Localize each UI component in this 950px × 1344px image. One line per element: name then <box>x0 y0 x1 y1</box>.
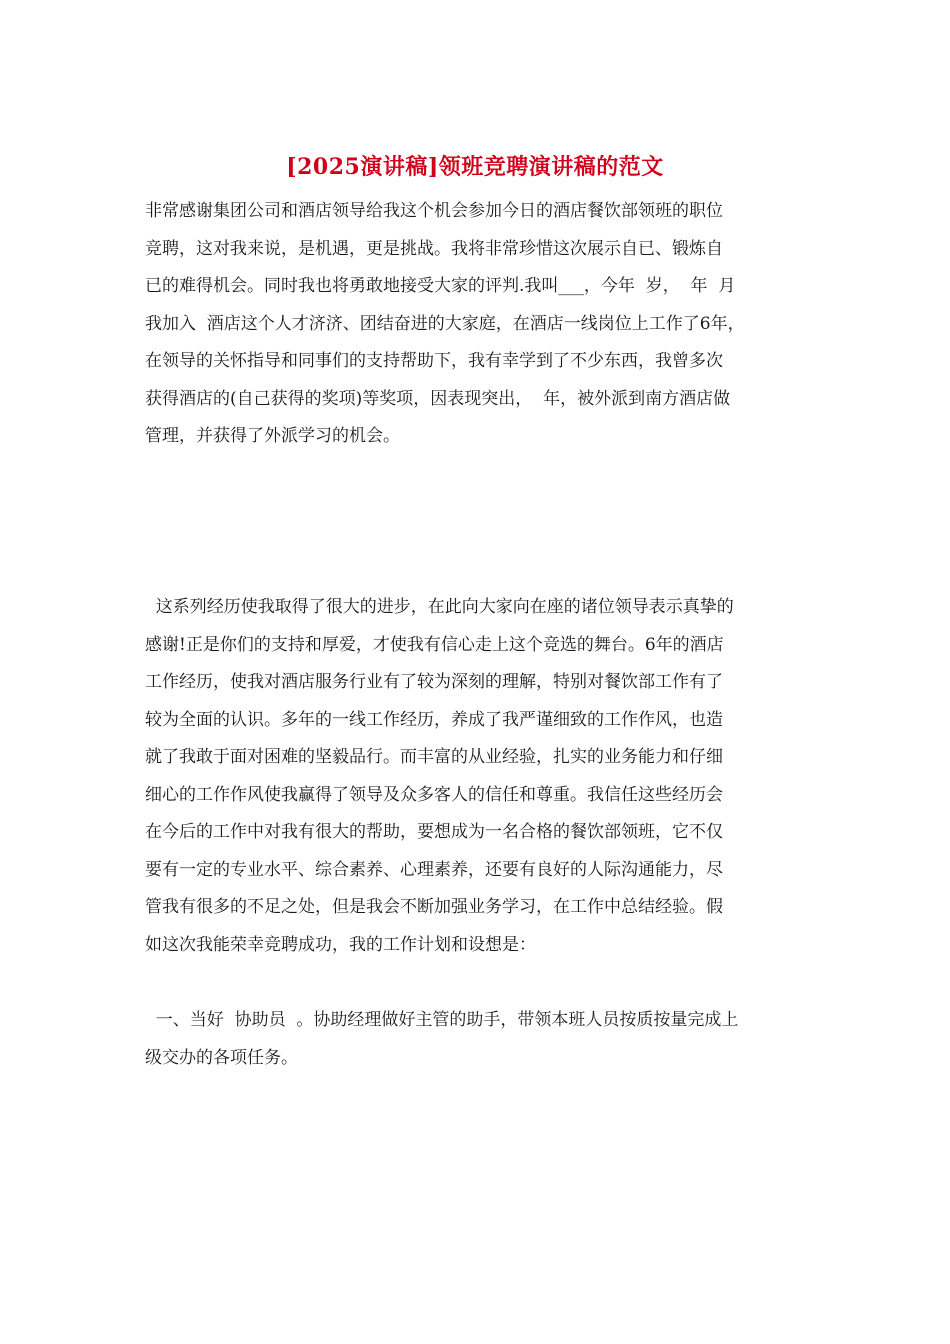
document-title: [2025演讲稿]领班竞聘演讲稿的范文 <box>286 154 664 180</box>
text-line: 工作经历，使我对酒店服务行业有了较为深刻的理解，特别对餐饮部工作有了 <box>145 672 723 692</box>
text-line: 较为全面的认识。多年的一线工作经历，养成了我严谨细致的工作作风，也造 <box>145 709 723 730</box>
text-line: 非常感谢集团公司和酒店领导给我这个机会参加今日的酒店餐饮部领班的职位 <box>145 201 723 221</box>
paragraph-intro <box>145 193 825 456</box>
text-line: 在今后的工作中对我有很大的帮助，要想成为一名合格的餐饮部领班，它不仅 <box>145 822 723 842</box>
text-line: 就了我敢于面对困难的坚毅品行。而丰富的从业经验，扎实的业务能力和仔细 <box>145 747 723 767</box>
text-line: 感谢!正是你们的支持和厚爱，才使我有信心走上这个竞选的舞台。6年的酒店 <box>145 634 724 655</box>
text-line: 获得酒店的(自己获得的奖项)等奖项，因表现突出， 年，被外派到南方酒店做 <box>145 388 731 409</box>
text-line: 这系列经历使我取得了很大的进步，在此向大家向在座的诸位领导表示真挚的 <box>145 597 734 617</box>
text-line: 竞聘，这对我来说，是机遇，更是挑战。我将非常珍惜这次展示自已、锻炼自 <box>145 238 723 259</box>
text-line: 如这次我能荣幸竞聘成功，我的工作计划和设想是： <box>145 934 536 955</box>
text-line: 管我有很多的不足之处，但是我会不断加强业务学习，在工作中总结经验。假 <box>145 897 723 917</box>
text-line: 级交办的各项任务。 <box>145 1047 298 1068</box>
text-line: 在领导的关怀指导和同事们的支持帮助下，我有幸学到了不少东西，我曾多次 <box>145 351 723 371</box>
text-line: 我加入 酒店这个人才济济、团结奋进的大家庭，在酒店一线岗位上工作了6年， <box>145 313 745 334</box>
text-line: 管理，并获得了外派学习的机会。 <box>145 426 400 446</box>
text-line: 已的难得机会。同时我也将勇敢地接受大家的评判.我叫___，今年 岁， 年 月 <box>145 276 736 296</box>
text-line: 一、当好 协助员 。协助经理做好主管的助手，带领本班人员按质按量完成上 <box>145 1010 739 1030</box>
text-line: 要有一定的专业水平、综合素养、心理素养，还要有良好的人际沟通能力，尽 <box>145 859 723 880</box>
text-line: 细心的工作作风使我赢得了领导及众多客人的信任和尊重。我信任这些经历会 <box>145 784 723 805</box>
paragraph-plan-item-1 <box>145 1002 825 1077</box>
paragraph-experience <box>145 589 825 964</box>
